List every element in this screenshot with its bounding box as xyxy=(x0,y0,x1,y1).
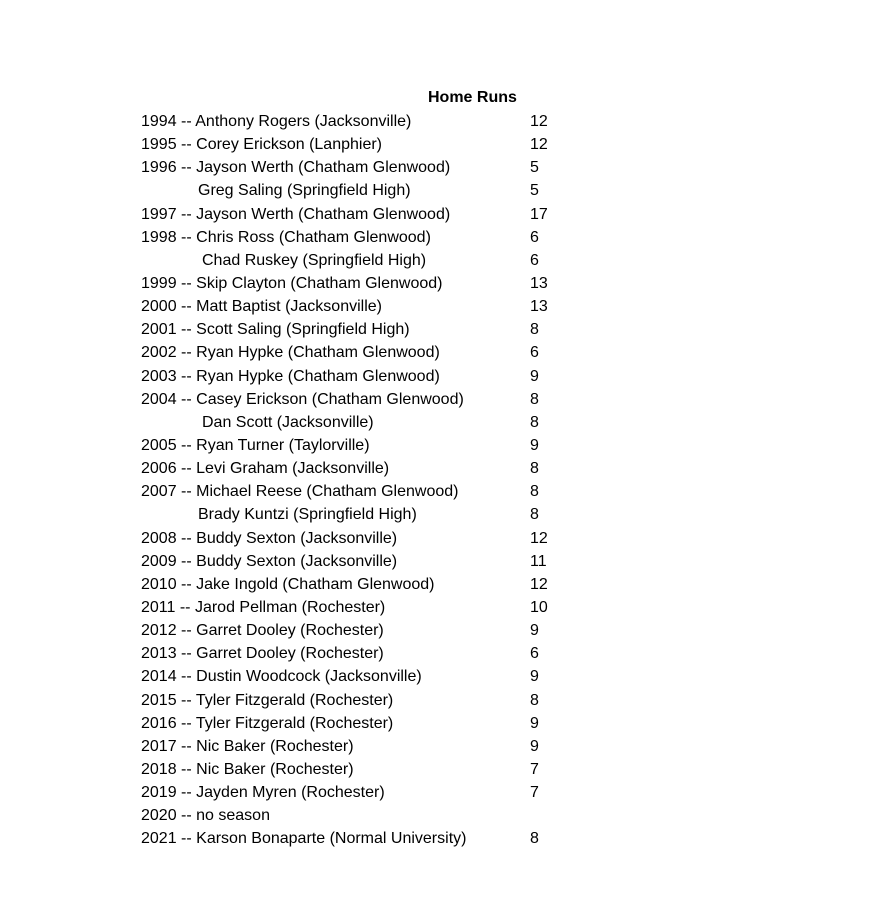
home-run-count: 11 xyxy=(530,552,547,570)
record-entry: 1994 -- Anthony Rogers (Jacksonville) xyxy=(141,113,412,130)
home-run-count: 7 xyxy=(530,760,539,778)
home-run-count: 8 xyxy=(530,413,539,431)
record-entry: 2021 -- Karson Bonaparte (Normal University) xyxy=(141,830,467,848)
list-item xyxy=(141,781,581,804)
record-entry: 1999 -- Skip Clayton (Chatham Glenwood) xyxy=(141,274,443,292)
home-run-count: 9 xyxy=(530,668,539,686)
list-item xyxy=(141,758,581,781)
home-run-count: 5 xyxy=(530,182,539,200)
record-entry: 2016 -- Tyler Fitzgerald (Rochester) xyxy=(141,714,394,732)
record-entry: 1995 -- Corey Erickson (Lanphier) xyxy=(141,136,382,154)
home-run-count: 12 xyxy=(530,575,548,593)
record-entry: 2004 -- Casey Erickson (Chatham Glenwood) xyxy=(141,390,464,408)
record-entry: Brady Kuntzi (Springfield High) xyxy=(198,506,417,524)
list-item xyxy=(141,619,581,642)
home-run-count: 8 xyxy=(530,390,539,408)
list-item xyxy=(141,179,581,202)
list-item xyxy=(141,411,581,434)
record-entry: 2000 -- Matt Baptist (Jacksonville) xyxy=(141,298,382,316)
home-run-count: 6 xyxy=(530,228,539,246)
list-item xyxy=(141,503,581,526)
list-item xyxy=(141,318,581,341)
home-run-count: 6 xyxy=(530,645,539,663)
record-entry: 2010 -- Jake Ingold (Chatham Glenwood) xyxy=(141,575,435,593)
record-entry: 2009 -- Buddy Sexton (Jacksonville) xyxy=(141,552,398,570)
list-item xyxy=(141,365,581,388)
list-item xyxy=(141,735,581,758)
home-run-count: 10 xyxy=(530,598,548,616)
record-entry: 2005 -- Ryan Turner (Taylorville) xyxy=(141,436,370,454)
record-entry: Greg Saling (Springfield High) xyxy=(198,182,411,200)
record-entry: 2012 -- Garret Dooley (Rochester) xyxy=(141,622,384,640)
list-item xyxy=(141,295,581,318)
record-entry: 2002 -- Ryan Hypke (Chatham Glenwood) xyxy=(141,344,440,362)
home-run-count: 8 xyxy=(530,830,539,848)
record-entry: 1996 -- Jayson Werth (Chatham Glenwood) xyxy=(141,159,451,177)
home-run-count: 17 xyxy=(530,205,548,223)
list-item xyxy=(141,596,581,619)
list-item xyxy=(141,272,581,295)
home-run-count: 8 xyxy=(530,691,539,709)
record-entry: 2013 -- Garret Dooley (Rochester) xyxy=(141,645,384,663)
list-item xyxy=(141,642,581,665)
record-entry: 1997 -- Jayson Werth (Chatham Glenwood) xyxy=(141,205,451,223)
record-entry: 2017 -- Nic Baker (Rochester) xyxy=(141,737,354,755)
home-run-count: 9 xyxy=(530,714,539,732)
record-entry: 2015 -- Tyler Fitzgerald (Rochester) xyxy=(141,691,394,709)
list-item xyxy=(141,550,581,573)
list-item xyxy=(141,249,581,272)
record-entry: Chad Ruskey (Springfield High) xyxy=(202,251,427,269)
list-item xyxy=(141,573,581,596)
list-item xyxy=(141,665,581,688)
list-item xyxy=(141,434,581,457)
list-item xyxy=(141,133,581,156)
record-entry: 2019 -- Jayden Myren (Rochester) xyxy=(141,784,385,802)
record-entry: 2007 -- Michael Reese (Chatham Glenwood) xyxy=(141,483,459,501)
record-entry: Dan Scott (Jacksonville) xyxy=(202,413,374,431)
record-entry: 2011 -- Jarod Pellman (Rochester) xyxy=(141,598,386,616)
record-entry: 2014 -- Dustin Woodcock (Jacksonville) xyxy=(141,668,422,686)
home-run-count: 8 xyxy=(530,460,539,478)
list-item xyxy=(141,203,581,226)
home-run-count: 12 xyxy=(530,529,548,547)
home-run-count: 8 xyxy=(530,483,539,501)
page-title: Home Runs xyxy=(428,89,517,106)
home-run-count: 9 xyxy=(530,737,539,755)
list-item xyxy=(141,712,581,735)
list-item xyxy=(141,388,581,411)
home-run-leaders-list xyxy=(141,110,581,851)
home-run-count: 7 xyxy=(530,784,539,802)
home-run-count: 8 xyxy=(530,321,539,339)
home-run-count: 13 xyxy=(530,298,548,316)
record-entry: 2006 -- Levi Graham (Jacksonville) xyxy=(141,460,390,478)
record-entry: 2008 -- Buddy Sexton (Jacksonville) xyxy=(141,529,398,547)
list-item xyxy=(141,689,581,712)
home-run-count: 9 xyxy=(530,436,539,454)
record-entry: 2020 -- no season xyxy=(141,807,270,825)
record-entry: 2003 -- Ryan Hypke (Chatham Glenwood) xyxy=(141,367,440,385)
list-item xyxy=(141,457,581,480)
list-item xyxy=(141,804,581,827)
list-item xyxy=(141,527,581,550)
list-item xyxy=(141,827,581,850)
home-run-count: 9 xyxy=(530,622,539,640)
home-run-count: 9 xyxy=(530,367,539,385)
home-run-count: 6 xyxy=(530,344,539,362)
record-entry: 2018 -- Nic Baker (Rochester) xyxy=(141,760,354,778)
home-run-count: 13 xyxy=(530,274,548,292)
list-item xyxy=(141,156,581,179)
home-run-count: 5 xyxy=(530,159,539,177)
home-run-count: 8 xyxy=(530,506,539,524)
record-entry: 2001 -- Scott Saling (Springfield High) xyxy=(141,321,410,339)
list-item xyxy=(141,226,581,249)
list-item xyxy=(141,110,581,133)
home-run-count: 12 xyxy=(530,136,548,154)
list-item xyxy=(141,341,581,364)
home-run-count: 6 xyxy=(530,251,539,269)
record-entry: 1998 -- Chris Ross (Chatham Glenwood) xyxy=(141,228,431,246)
list-item xyxy=(141,480,581,503)
home-run-count: 12 xyxy=(530,113,548,130)
